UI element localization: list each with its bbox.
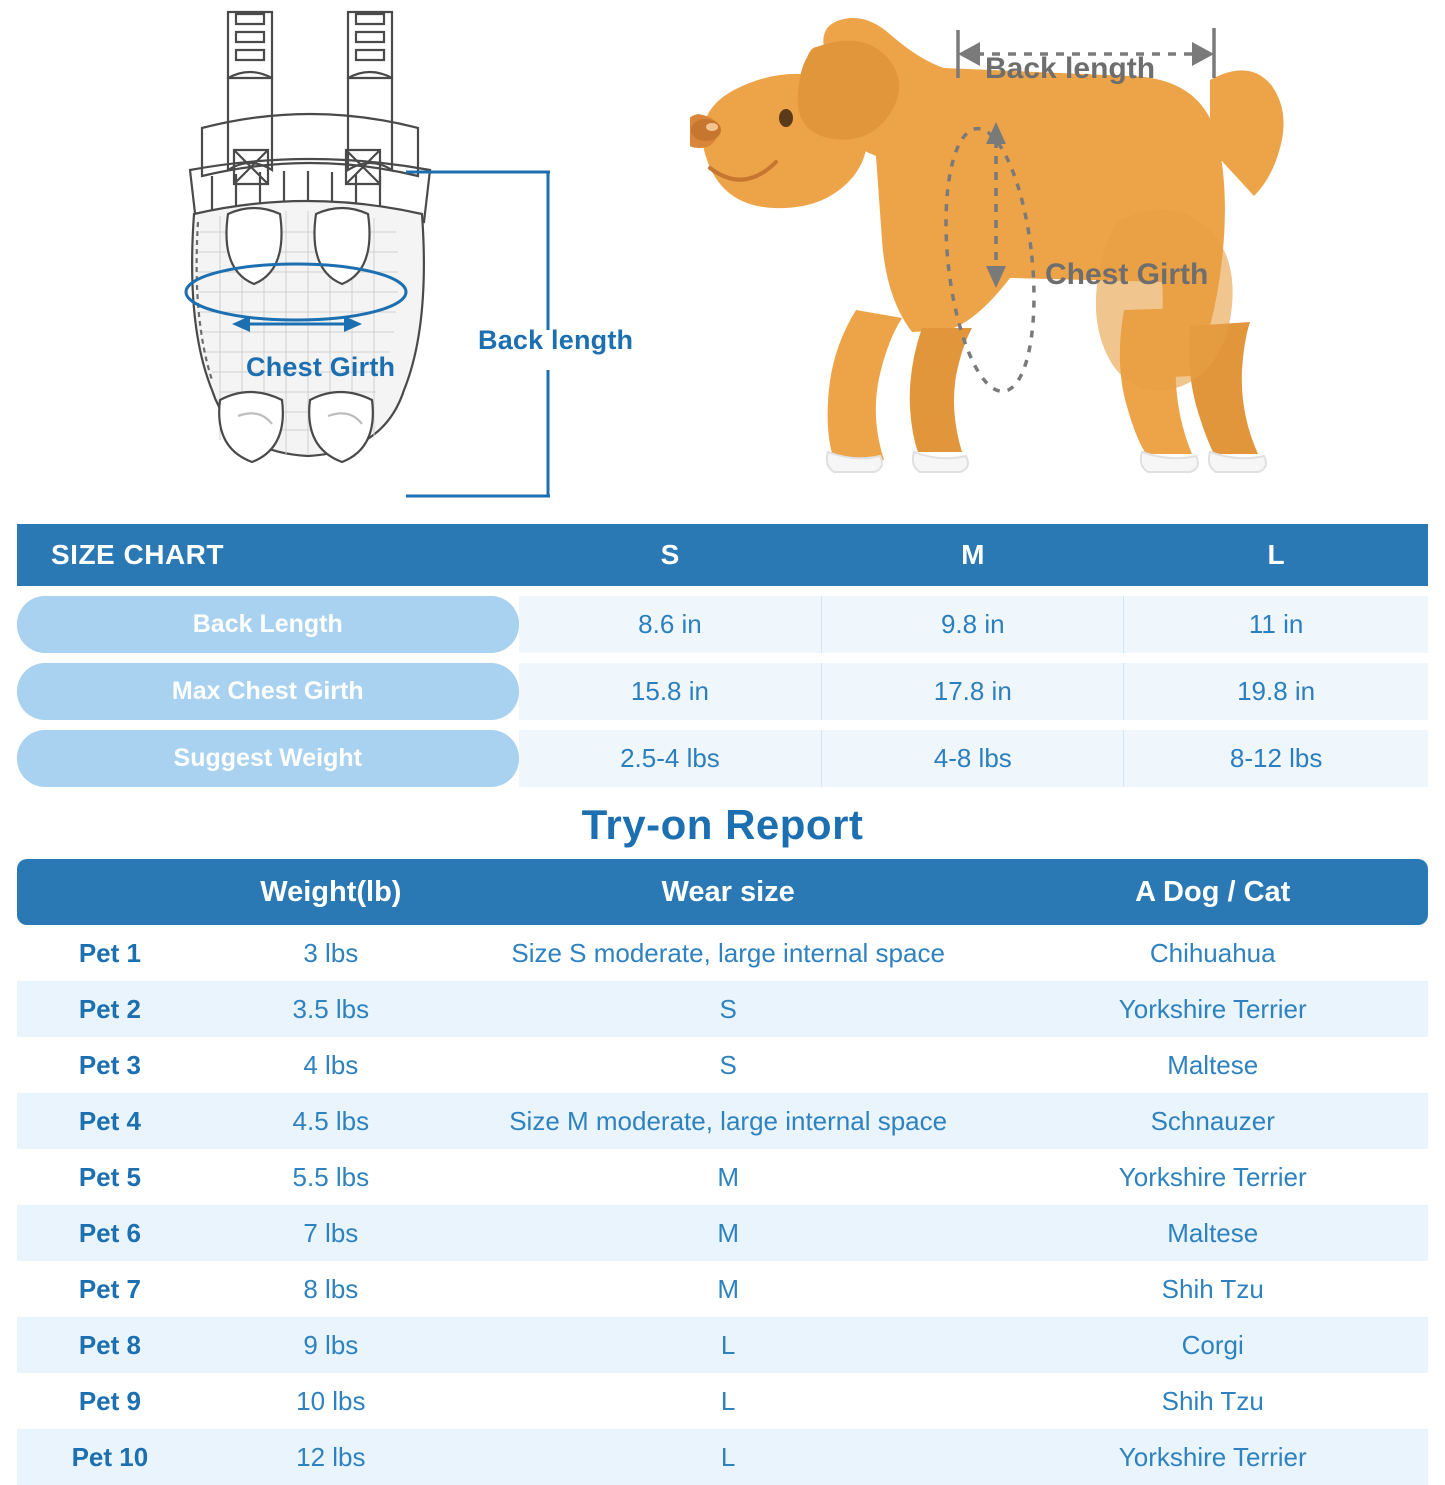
tryon-col-wear-size: Wear size <box>459 859 998 925</box>
size-chart-col-l: L <box>1267 539 1285 570</box>
cell-pet: Pet 3 <box>17 1037 203 1093</box>
row-label-back-length: Back Length <box>17 596 519 653</box>
table-row <box>17 925 1428 981</box>
cell-pet: Pet 10 <box>17 1429 203 1485</box>
cell-weight-m: 4-8 lbs <box>821 730 1124 787</box>
tryon-body <box>17 925 1428 1485</box>
table-row <box>17 596 1428 653</box>
table-row <box>17 1037 1428 1093</box>
cell-wear: M <box>459 1149 998 1205</box>
cell-breed: Schnauzer <box>997 1093 1428 1149</box>
tryon-report-title: Try-on Report <box>581 801 864 848</box>
tryon-col-pet <box>17 859 203 925</box>
cell-pet: Pet 9 <box>17 1373 203 1429</box>
tryon-report-table <box>17 859 1428 1485</box>
cell-pet: Pet 6 <box>17 1205 203 1261</box>
cell-breed: Yorkshire Terrier <box>997 1429 1428 1485</box>
cell-back-length-l: 11 in <box>1124 596 1428 653</box>
cell-wear: M <box>459 1261 998 1317</box>
cell-breed: Yorkshire Terrier <box>997 981 1428 1037</box>
cell-wear: Size S moderate, large internal space <box>459 925 998 981</box>
dog-back-length-label: Back length <box>985 52 1156 85</box>
cell-weight-l: 8-12 lbs <box>1124 730 1428 787</box>
cell-weight: 4.5 lbs <box>203 1093 459 1149</box>
size-chart-header-row <box>17 524 1428 586</box>
cell-weight-s: 2.5-4 lbs <box>519 730 822 787</box>
tryon-header-row <box>17 859 1428 925</box>
cell-weight: 10 lbs <box>203 1373 459 1429</box>
carrier-illustration <box>150 0 670 520</box>
cell-weight: 3 lbs <box>203 925 459 981</box>
table-row <box>17 1429 1428 1485</box>
table-row <box>17 1317 1428 1373</box>
cell-weight: 12 lbs <box>203 1429 459 1485</box>
cell-back-length-s: 8.6 in <box>519 596 822 653</box>
cell-chest-girth-m: 17.8 in <box>821 663 1124 720</box>
row-label-suggest-weight: Suggest Weight <box>17 730 519 787</box>
cell-wear: L <box>459 1317 998 1373</box>
carrier-chest-girth-label: Chest Girth <box>246 352 396 382</box>
cell-wear: M <box>459 1205 998 1261</box>
table-row <box>17 1261 1428 1317</box>
table-row <box>17 1093 1428 1149</box>
cell-breed: Corgi <box>997 1317 1428 1373</box>
cell-chest-girth-l: 19.8 in <box>1124 663 1428 720</box>
table-row <box>17 1149 1428 1205</box>
illustration-panel <box>0 0 1445 520</box>
cell-pet: Pet 5 <box>17 1149 203 1205</box>
row-label-max-chest-girth: Max Chest Girth <box>17 663 519 720</box>
cell-weight: 7 lbs <box>203 1205 459 1261</box>
cell-wear: Size M moderate, large internal space <box>459 1093 998 1149</box>
table-row <box>17 1205 1428 1261</box>
table-row <box>17 1373 1428 1429</box>
cell-pet: Pet 1 <box>17 925 203 981</box>
cell-chest-girth-s: 15.8 in <box>519 663 822 720</box>
dog-chest-girth-label: Chest Girth <box>1045 258 1209 291</box>
cell-back-length-m: 9.8 in <box>821 596 1124 653</box>
cell-pet: Pet 2 <box>17 981 203 1037</box>
table-row <box>17 981 1428 1037</box>
table-row <box>17 730 1428 787</box>
tryon-col-breed: A Dog / Cat <box>997 859 1428 925</box>
table-row <box>17 663 1428 720</box>
size-chart-col-m: M <box>961 539 985 570</box>
dog-illustration <box>690 10 1430 520</box>
cell-wear: L <box>459 1373 998 1429</box>
cell-breed: Shih Tzu <box>997 1373 1428 1429</box>
cell-wear: S <box>459 981 998 1037</box>
cell-weight: 5.5 lbs <box>203 1149 459 1205</box>
carrier-svg <box>150 0 670 520</box>
cell-weight: 8 lbs <box>203 1261 459 1317</box>
cell-weight: 9 lbs <box>203 1317 459 1373</box>
tryon-col-weight: Weight(lb) <box>203 859 459 925</box>
cell-breed: Chihuahua <box>997 925 1428 981</box>
size-chart-table <box>17 524 1428 787</box>
cell-weight: 3.5 lbs <box>203 981 459 1037</box>
cell-breed: Maltese <box>997 1037 1428 1093</box>
cell-breed: Shih Tzu <box>997 1261 1428 1317</box>
cell-pet: Pet 7 <box>17 1261 203 1317</box>
cell-weight: 4 lbs <box>203 1037 459 1093</box>
cell-wear: S <box>459 1037 998 1093</box>
carrier-back-length-label: Back length <box>478 325 634 355</box>
cell-breed: Yorkshire Terrier <box>997 1149 1428 1205</box>
size-chart-col-s: S <box>660 539 680 570</box>
cell-wear: L <box>459 1429 998 1485</box>
cell-breed: Maltese <box>997 1205 1428 1261</box>
cell-pet: Pet 4 <box>17 1093 203 1149</box>
cell-pet: Pet 8 <box>17 1317 203 1373</box>
size-chart-title: SIZE CHART <box>51 539 224 570</box>
